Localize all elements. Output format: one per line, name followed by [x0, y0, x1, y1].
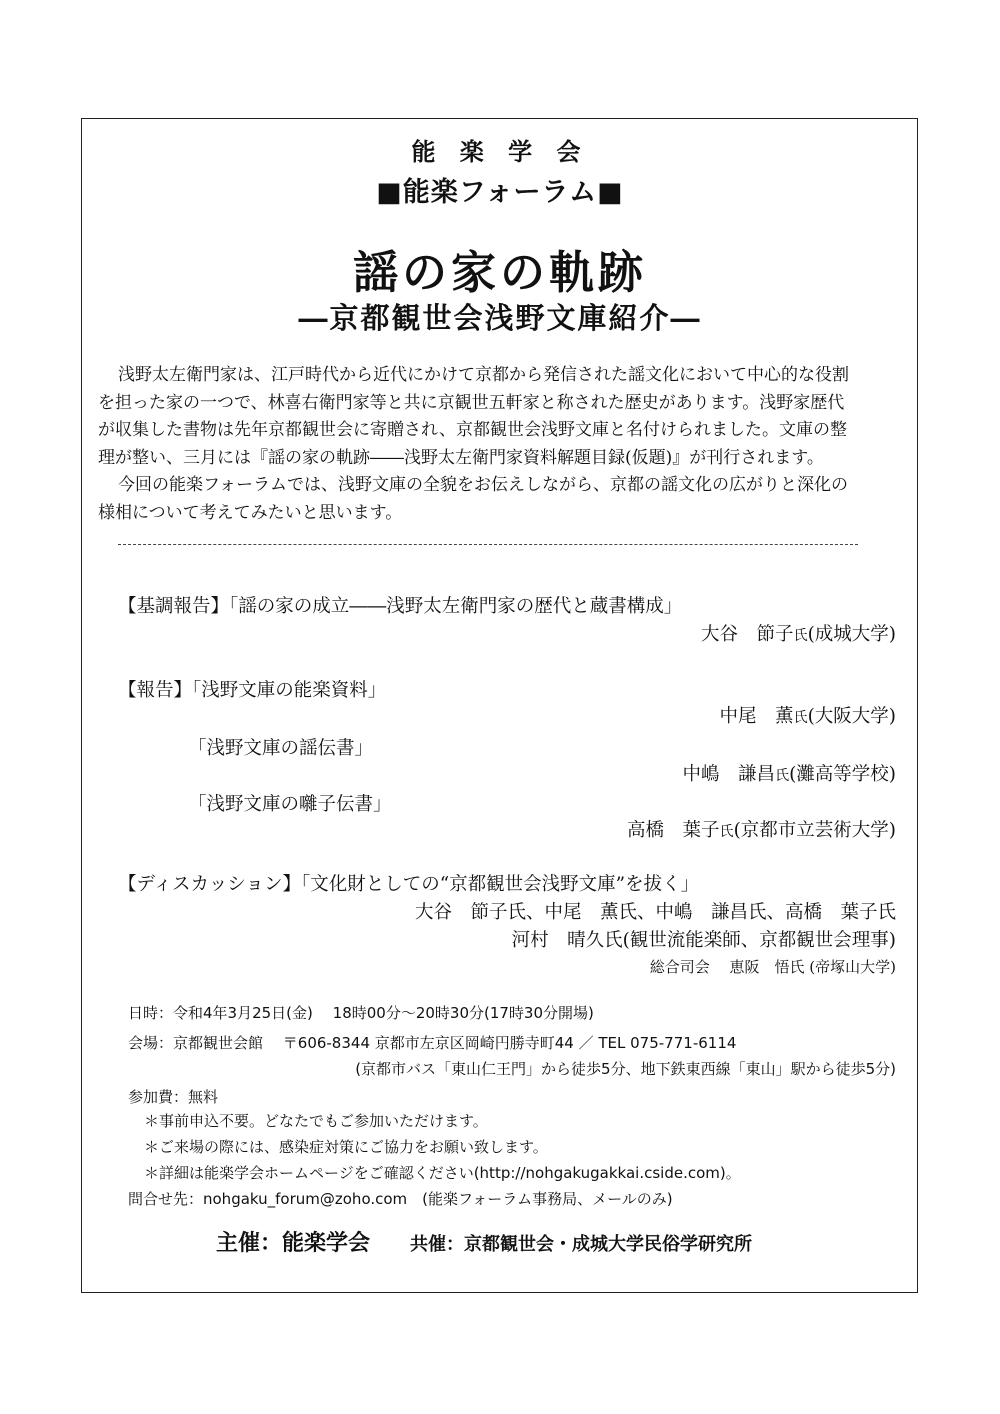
- event-subtitle: ―京都観世会浅野文庫紹介―: [298, 301, 702, 335]
- speaker-affiliation: (成城大学): [807, 624, 896, 645]
- honorific: 氏: [793, 628, 808, 644]
- discussion-panelists: 大谷 節子氏、中尾 薫氏、中嶋 謙昌氏、高橋 葉子氏: [414, 902, 896, 923]
- event-venue: 会場：京都観世会館 〒606-8344 京都市左京区岡崎円勝寺町44 ／ TEL 075-771-6114: [128, 1034, 737, 1052]
- keynote-speaker: [701, 620, 896, 646]
- participation-fee: 参加費：無料: [128, 1088, 219, 1106]
- venue-access: (京都市バス「東山仁王門」から徒歩5分、地下鉄東西線「東山」駅から徒歩5分): [355, 1060, 896, 1078]
- note-item: ＊ご来場の際には、感染症対策にご協力をお願い致します。: [144, 1138, 548, 1156]
- discussion-panelists: 河村 晴久氏(観世流能楽師、京都観世会理事): [511, 930, 896, 951]
- keynote-title: 【基調報告】「謡の家の成立――浅野太左衛門家の歴代と蔵書構成」: [118, 596, 683, 617]
- moderator: 総合司会 恵阪 悟氏 (帝塚山大学): [649, 958, 896, 976]
- cohost-organizations: 共催：京都観世会・成城大学民俗学研究所: [410, 1234, 752, 1255]
- report-speaker: [720, 702, 896, 728]
- honorific: 氏: [775, 768, 790, 784]
- report-title: 「浅野文庫の囃子伝書」: [188, 794, 392, 815]
- speaker-name: 中尾 薫: [719, 706, 794, 727]
- intro-line: 今回の能楽フォーラムでは、浅野文庫の全貌をお伝えしながら、京都の謡文化の広がりと深化の: [118, 475, 848, 495]
- honorific: 氏: [793, 710, 808, 726]
- dashed-divider: [118, 544, 858, 545]
- note-item: ＊詳細は能楽学会ホームページをご確認ください(http://nohgakugakkai.cside.com)。: [144, 1164, 741, 1182]
- note-item: ＊事前申込不要。どなたでもご参加いただけます。: [144, 1112, 488, 1130]
- report-title: 【報告】「浅野文庫の能楽資料」: [118, 680, 387, 701]
- report-speaker: [627, 816, 896, 842]
- report-title: 「浅野文庫の謡伝書」: [188, 738, 374, 759]
- intro-text: [98, 362, 904, 527]
- honorific: 氏: [719, 824, 734, 840]
- forum-label: ■能楽フォーラム■: [376, 177, 624, 208]
- intro-line: 様相について考えてみたいと思います。: [98, 502, 403, 523]
- event-datetime: 日時：令和4年3月25日(金) 18時00分～20時30分(17時30分開場): [128, 1004, 594, 1022]
- intro-line: 理が整い、三月には『謡の家の軌跡――浅野太左衛門家資料解題目録(仮題)』が刊行されます。: [98, 447, 824, 468]
- intro-line: を担った家の一つで、林喜右衛門家等と共に京観世五軒家と称された歴史があります。浅野家歴代: [98, 392, 845, 413]
- speaker-affiliation: (灘高等学校): [789, 764, 896, 785]
- report-speaker: [683, 760, 896, 786]
- organization-name: 能 楽 学 会: [411, 138, 589, 166]
- host-organization: 主催：能楽学会: [216, 1231, 371, 1256]
- speaker-name: 大谷 節子: [701, 624, 794, 645]
- event-title: 謡の家の軌跡: [352, 246, 647, 299]
- intro-line: 浅野太左衛門家は、江戸時代から近代にかけて京都から発信された謡文化において中心的な役割: [118, 365, 849, 385]
- speaker-name: 高橋 葉子: [627, 820, 720, 841]
- discussion-title: 【ディスカッション】「文化財としての“京都観世会浅野文庫”を拔く」: [118, 874, 700, 895]
- speaker-name: 中嶋 謙昌: [682, 764, 776, 785]
- speaker-affiliation: (大阪大学): [807, 706, 896, 727]
- speaker-affiliation: (京都市立芸術大学): [733, 820, 896, 841]
- contact-info: 問合せ先：nohgaku_forum@zoho.com (能楽フォーラム事務局、メールのみ): [128, 1190, 673, 1208]
- intro-line: が収集した書物は先年京都観世会に寄贈され、京都観世会浅野文庫と名付けられました。文庫の整: [98, 420, 848, 440]
